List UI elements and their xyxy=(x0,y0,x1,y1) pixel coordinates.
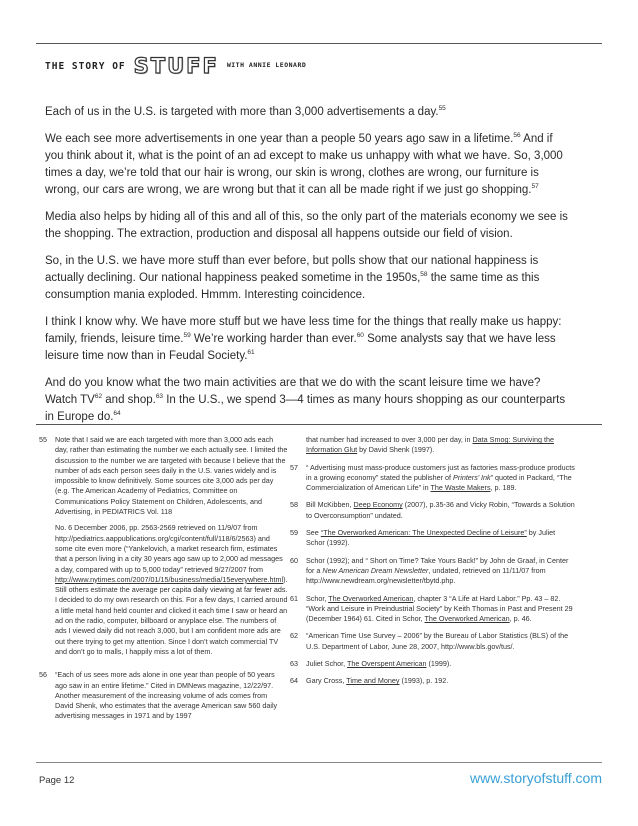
text: Some analysts say that we have less leisure time now than in Feudal Society. xyxy=(45,333,556,362)
main-text xyxy=(45,104,570,436)
text: See xyxy=(306,528,321,538)
text: (1999). xyxy=(426,659,452,669)
footnote-number: 56 xyxy=(39,670,47,680)
footnote-ref: 64 xyxy=(113,410,121,418)
book-title: Time and Money xyxy=(346,676,400,686)
footnote-number: 57 xyxy=(290,462,298,472)
paragraph xyxy=(45,131,570,199)
text: We each see more advertisements in one year than a people 50 years ago saw in a lifetime. xyxy=(45,133,514,145)
footnote-ref: 60 xyxy=(356,332,364,340)
page-number: Page 12 xyxy=(39,775,75,786)
book-title: The Overworked American xyxy=(328,593,414,603)
footnote-para: Note that I said we are each targeted with more than 3,000 ads each day, rather than estimating the number we each actually see. I limited the discussion to the number we are targeted with because I believe that the number of ads each person sees daily in the U.S. varies widely and is impossible to know definitively. Some sources cite 3,000 ads per day (e.g. The American Academy of Pediatrics, Committee on Communications Policy Statement on Children, Adolescents, and Advertising, in PEDIATRICS Vol. 118 xyxy=(55,435,288,517)
book-title: Data Smog: Surviving the Information Glut xyxy=(306,435,554,455)
footnote-61 xyxy=(290,594,575,625)
text: , chapter 3 “A Life at Hard Labor.” Pp. 43 – 82. “Work and Leisure in Preindustrial Society” by Keith Thomas in Past and Present 29 (December 1964) 61. Cited in Schor, xyxy=(306,593,573,624)
text: And if you think about it, what is the point of an ad except to make us unhappy with what we have. So, 3,000 times a day, we’re told that our hair is wrong, our skin is wrong, clothes are wrong, our furniture is wrong, our cars are wrong, we are wrong but that it can all be made right if we just go shopping. xyxy=(45,133,563,196)
footnote-text: “American Time Use Survey – 2006” by the Bureau of Labor Statistics (BLS) of the U.S. Department of Labor, June 28, 2007, http://www.bls.gov/tus/. xyxy=(306,631,569,651)
text: Gary Cross, xyxy=(306,676,347,686)
footnote-ref: 61 xyxy=(247,349,255,357)
text: Schor, xyxy=(306,593,329,603)
footnote-text xyxy=(306,500,575,521)
footnote-ref: 62 xyxy=(94,393,103,401)
footnote-55 xyxy=(39,435,288,663)
text: I think I know why. We have more stuff but we have less time for the things that really make us happy: family, friends, leisure time. xyxy=(45,316,562,345)
footnote-text xyxy=(306,594,575,625)
header-rule xyxy=(36,43,602,44)
publication-title: Printers’ Ink xyxy=(453,472,491,482)
footnote-para xyxy=(55,523,288,657)
text: “ Advertising must mass-produce customers just as factories mass-produce products in a growing economy” stated the publisher of xyxy=(306,462,575,482)
footnote-text xyxy=(306,676,575,686)
text: the same time as this consumption mania exploded. Hmmm. Interesting coincidence. xyxy=(45,272,540,301)
text: and shop. xyxy=(102,394,156,406)
text: by David Shenk (1997). xyxy=(357,445,435,455)
text: Juliet Schor, xyxy=(306,659,348,669)
book-title: “The Overworked American: The Unexpected Decline of Leisure” xyxy=(320,528,527,538)
text: , undated, retrieved on 11/11/07 from http://www.newdream.org/newsletter/tbytd.php. xyxy=(306,565,546,586)
footnote-ref: 58 xyxy=(420,271,428,279)
text: So, in the U.S. we have more stuff than ever before, but polls show that our national happiness is actually declining. Our national happiness peaked sometime in the 1950s, xyxy=(45,255,539,284)
footnote-text xyxy=(55,435,288,663)
footnote-62 xyxy=(290,631,575,652)
site-link[interactable]: www.storyofstuff.com xyxy=(469,770,602,786)
footnote-56 xyxy=(39,670,279,721)
text: And do you know what the two main activities are that we do with the scant leisure time we have? Watch TV xyxy=(45,377,541,406)
footnote-link[interactable]: http://www.nytimes.com/2007/01/15/business/media/15everywhere.html xyxy=(55,574,284,584)
footnote-ref: 55 xyxy=(438,105,446,113)
paragraph xyxy=(45,209,570,243)
footnote-number: 60 xyxy=(290,555,298,565)
book-title: The Overworked American xyxy=(424,614,510,624)
paragraph xyxy=(45,314,570,365)
text: that number had increased to over 3,000 per day, in xyxy=(306,435,473,444)
footnote-ref: 59 xyxy=(183,332,191,340)
footnote-text xyxy=(306,435,575,456)
text: We’re working harder than ever. xyxy=(190,333,357,345)
footnote-64 xyxy=(290,676,575,686)
text: (1993), p. 192. xyxy=(399,676,449,686)
page-header xyxy=(45,54,306,78)
paragraph xyxy=(45,253,570,304)
footnote-57 xyxy=(290,463,575,494)
footnote-text xyxy=(306,556,575,587)
paragraph xyxy=(45,375,570,426)
text: In the U.S., we spend 3—4 times as many hours shopping as our counterparts in Europe do. xyxy=(45,394,566,423)
book-title: The Overspent American xyxy=(347,659,427,669)
footnotes-rule xyxy=(36,424,602,425)
footnote-number: 64 xyxy=(290,676,298,686)
header-byline: WITH ANNIE LEONARD xyxy=(226,60,307,69)
text: ). Still others estimate the average per capita daily viewing at far fewer ads. I decided to do my own research on this. For a few days, I carried around a little metal hand held counter and clicked it each time I saw or heard an ad on the radio, computer, billboard or anyplace else. The numbers of ads I viewed daily did not reach 3,000, but I am confident more ads are out there trying to get my attention. Since I don’t watch commercial TV and don’t go to malls, I happily miss a lot of them. xyxy=(55,574,288,656)
footnote-number: 59 xyxy=(290,528,298,538)
text: , p. 189. xyxy=(490,483,517,493)
footnote-text: “Each of us sees more ads alone in one year than people of 50 years ago saw in an entire lifetime.” Cited in DMNews magazine, 12/22/97. Another measurement of the increasing volume of ads comes from David Shenk, who estimates that the average American saw 560 daily advertising messages in 1971 and by 1997 xyxy=(55,670,278,721)
footnote-number-blank xyxy=(290,435,306,456)
footnote-number: 58 xyxy=(290,500,298,510)
publication-title: New American Dream Newsletter xyxy=(322,565,429,575)
footnote-60 xyxy=(290,556,575,587)
footnote-ref: 63 xyxy=(155,393,164,401)
footnotes-left-column xyxy=(39,435,288,729)
text: Schor (1992); and “ Short on Time? Take Yours Back!” by John de Graaf, in Center for a xyxy=(306,555,569,575)
text: No. 6 December 2006, pp. 2563-2569 retrieved on 11/9/07 from http://pediatrics.aappublications.org/cgi/content/full/118/6/2563) and some cite even more (“Yankelovich, a market research firm, estimates that a person living in a city 30 years ago saw up to 2,000 ad messages a day, compared with up to 5,000 today” retrieved 9/27/2007 from xyxy=(55,523,283,574)
stuff-logo: STUFF xyxy=(133,54,219,78)
footnote-number: 62 xyxy=(290,631,298,641)
footnote-text xyxy=(306,659,575,669)
footnote-number: 61 xyxy=(290,593,298,603)
text: by Juliet Schor (1992). xyxy=(306,528,556,548)
header-prefix: THE STORY OF xyxy=(45,60,126,72)
text: , p. 46. xyxy=(509,614,532,624)
book-title: The Waste Makers xyxy=(430,483,491,493)
text: Each of us in the U.S. is targeted with more than 3,000 advertisements a day. xyxy=(45,106,439,118)
paragraph xyxy=(45,104,570,121)
text: ” quoted in Packard, “The Commercialization of American Life” in xyxy=(306,472,572,493)
footnote-number: 55 xyxy=(39,435,47,444)
footnote-59 xyxy=(290,528,575,549)
footnote-56-continued xyxy=(290,435,575,456)
text: (2007), p.35-36 and Vicky Robin, “Towards a Solution to Overconsumption” undated. xyxy=(306,500,575,520)
footnote-58 xyxy=(290,500,575,521)
footnote-63 xyxy=(290,659,575,669)
footnote-text xyxy=(306,528,575,549)
text: Bill McKibben, xyxy=(306,500,354,510)
footnote-ref: 56 xyxy=(513,132,521,140)
footnote-ref: 57 xyxy=(531,183,539,191)
book-title: Deep Economy xyxy=(353,500,403,510)
text: Media also helps by hiding all of this and all of this, so the only part of the materials economy we see is the shopping. The extraction, production and disposal all happens outside our field of vision. xyxy=(45,211,568,240)
footnotes-right-column xyxy=(290,435,575,694)
footnote-text xyxy=(306,463,575,494)
footer-rule xyxy=(36,762,602,763)
footnote-number: 63 xyxy=(290,659,298,669)
